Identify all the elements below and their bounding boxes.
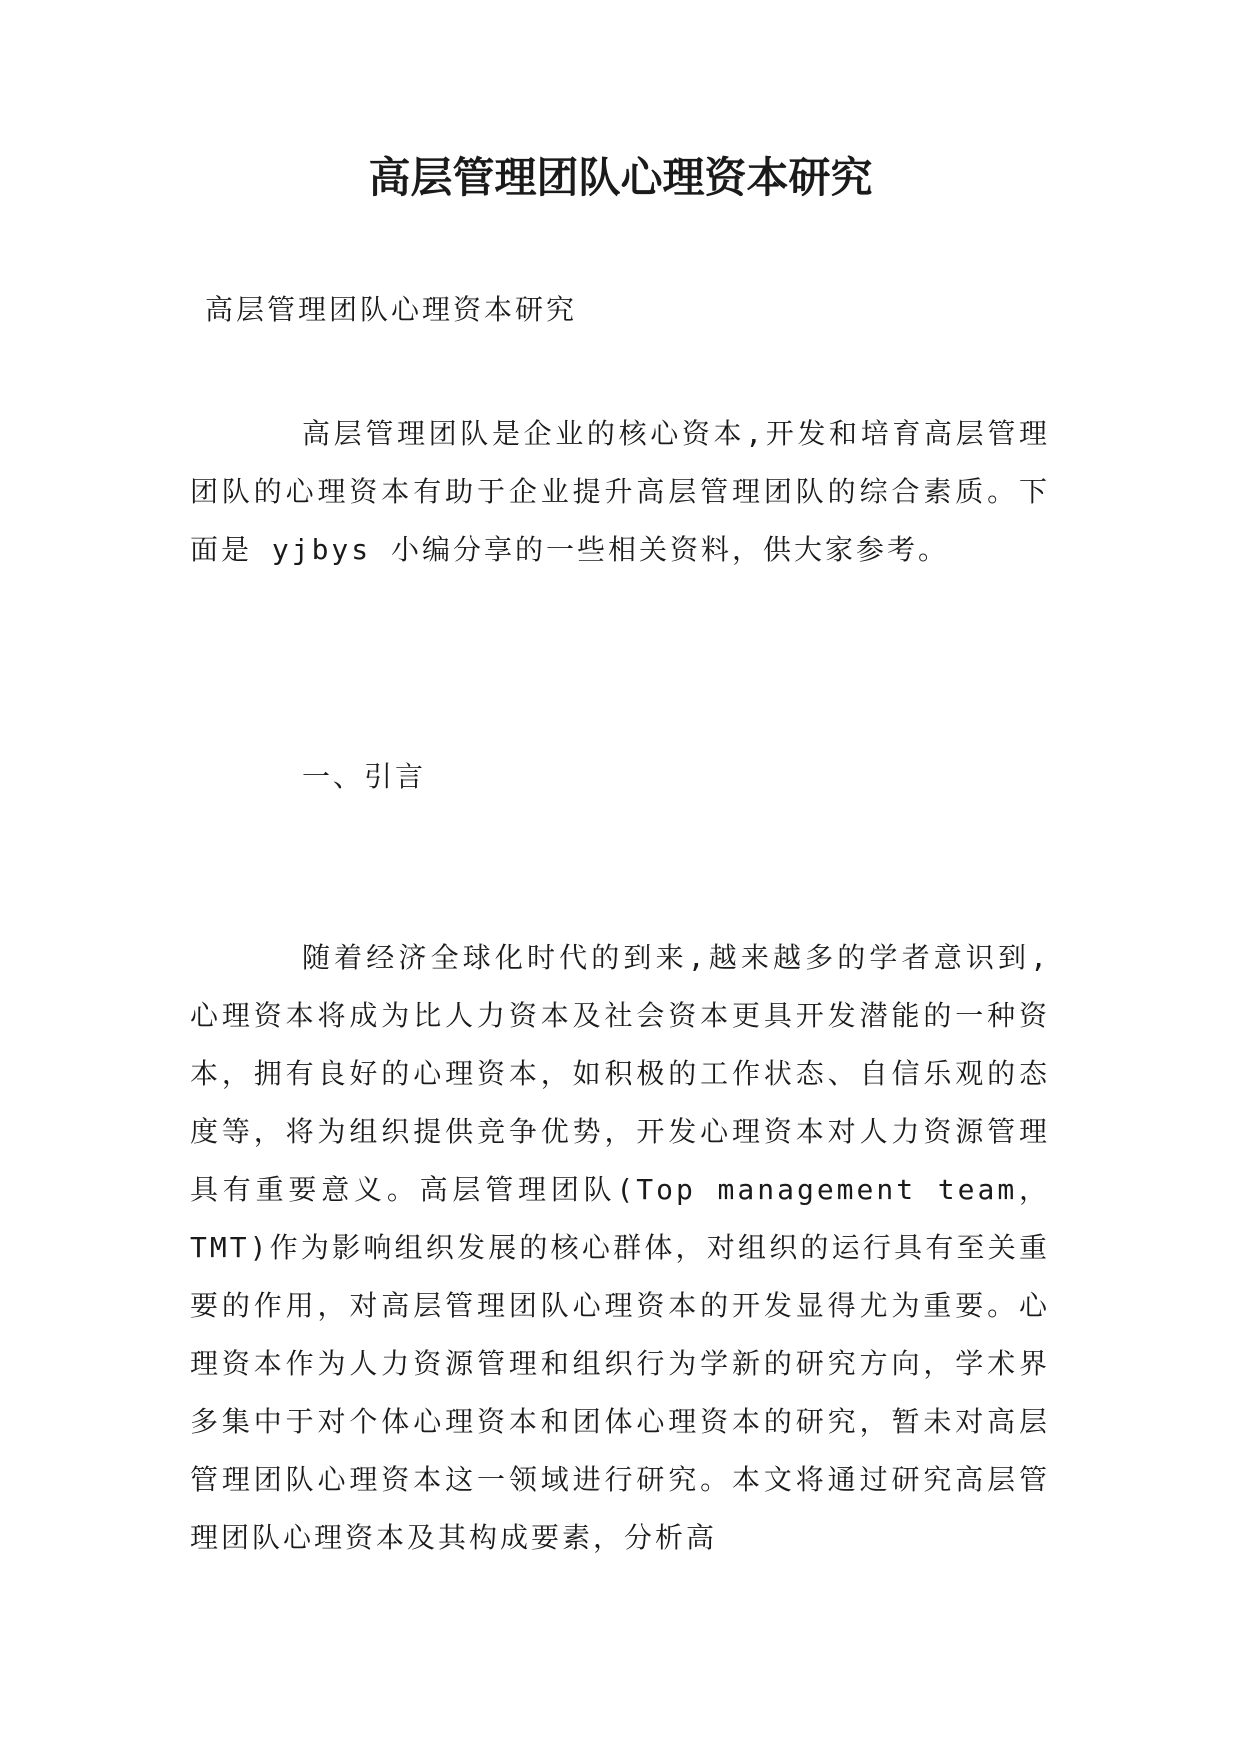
intro-paragraph: 高层管理团队是企业的核心资本,开发和培育高层管理团队的心理资本有助于企业提升高层管理团队的综合素质。下面是 yjbys 小编分享的一些相关资料，供大家参考。 — [190, 417, 1050, 566]
section-paragraph: 随着经济全球化时代的到来,越来越多的学者意识到,心理资本将成为比人力资本及社会资本更具开发潜能的一种资本，拥有良好的心理资本，如积极的工作状态、自信乐观的态度等，将为组织提供竞争优势，开发心理资本对人力资源管理具有重要意义。高层管理团队(Top management team， TMT)作为影响组织发展的核心群体，对组织的运行具有至关重要的作用，对高层管理团队心理资本的开发显得尤为重要。心理资本作为人力资源管理和组织行为学新的研究方向，学术界多集中于对个体心理资本和团体心理资本的研究，暂未对高层管理团队心理资本这一领域进行研究。本文将通过研究高层管理团队心理资本及其构成要素，分析高 — [190, 941, 1050, 1554]
section-heading: 一、引言 — [302, 760, 427, 793]
document-title: 高层管理团队心理资本研究 — [368, 153, 873, 202]
document-subtitle: 高层管理团队心理资本研究 — [205, 293, 578, 326]
